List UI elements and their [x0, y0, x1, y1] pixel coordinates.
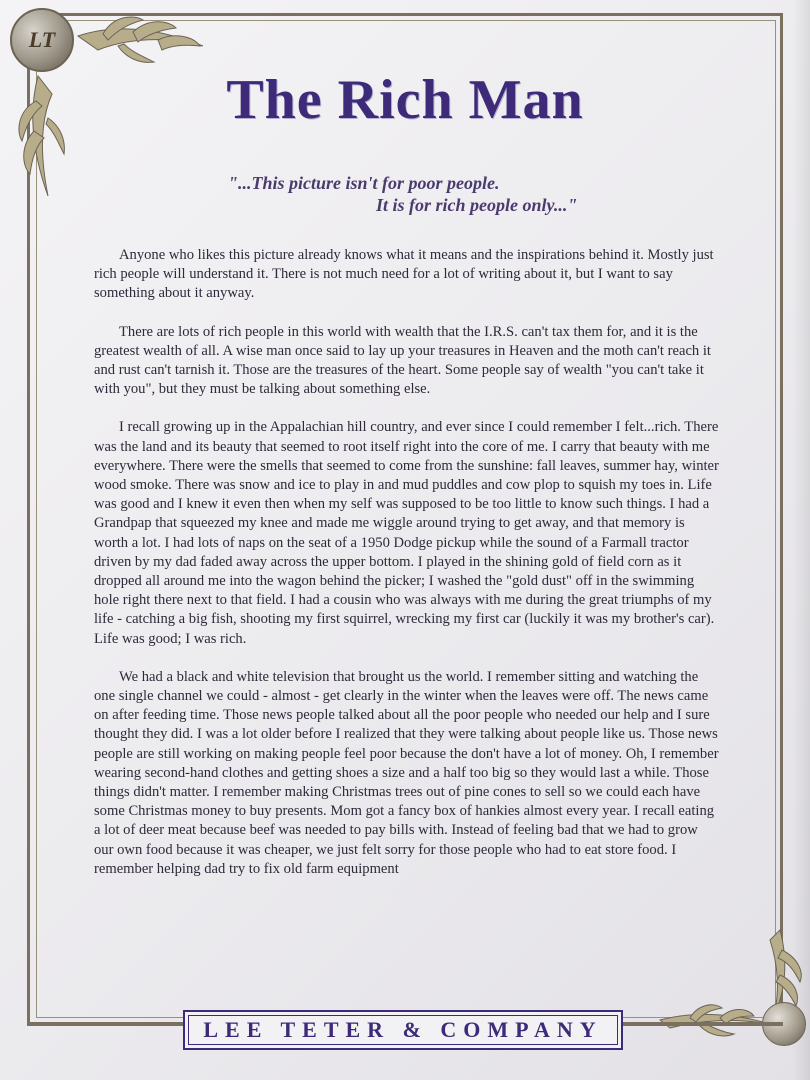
page-title: The Rich Man [226, 69, 584, 131]
paragraph: There are lots of rich people in this world with wealth that the I.R.S. can't tax them for, and it is the greatest wealth of all. A wise man once said to lay up your treasures in Heaven and the moth can't reach it and rust can't tarnish it. Those are the treasures of the heart. Some people say of wealth "you can't take it with you", but they must be talking about something else. [94, 323, 711, 398]
footer-rule-right [623, 1022, 783, 1026]
emblem-monogram: LT [28, 27, 56, 52]
paragraph: We had a black and white television that brought us the world. I remember sitting and watching the one single channel we could - almost - get clearly in the winter when the leaves were off. The news came on after feeding time. Those news people talked about all the poor people who needed our help and I sure thought they did. I was a lot older before I realized that they were talking about people like us. Those news people are still working on making people feel poor because the don't have a lot of money. Oh, I remember wearing second-hand clothes and getting shoes a size and a half too big so they would last a while. Those things didn't matter. I remember making Christmas trees out of pine cones to sell so we could each have some Christmas money to buy presents. Mom got a fancy box of hankies almost every year. I recall eating a lot of deer meat because beef was needed to pay bills with. Instead of feeling bad that we had to grow our own food because it was cheaper, we just felt sorry for those people who had to eat store food. I remember helping dad try to fix old farm equipment [94, 668, 719, 877]
company-footer-banner [183, 1010, 623, 1050]
quote-line-1: "...This picture isn't for poor people. [228, 173, 500, 193]
footer-rule-left [27, 1022, 183, 1026]
company-name: LEE TETER & COMPANY [203, 1017, 603, 1042]
paragraph: Anyone who likes this picture already knows what it means and the inspirations behind it. Mostly just rich people will understand it. There is not much need for a lot of writing about it, but I want to say something about it anyway. [94, 247, 714, 302]
lt-monogram-emblem [10, 8, 74, 72]
paragraph: I recall growing up in the Appalachian hill country, and ever since I could remember I felt...rich. There was the land and its beauty that seemed to root itself right into the core of me. I carry that beauty with me everywhere. There were the smells that seemed to come from the sunshine: fall leaves, summer hay, winter wood smoke. There was snow and ice to play in and mud puddles and cow plop to squish my toes in. Life was good and I knew it even then when my self was supposed to be too little to know such things. I had a Grandpap that squeezed my knee and made me wiggle around trying to get away, and that memory is worth a lot. I had lots of naps on the seat of a 1950 Dodge pickup while the sound of a Farmall tractor driven by my dad faded away across the upper bottom. I played in the shining gold of field corn as it dropped all around me into the wagon behind the picker; I washed the "gold dust" off in the swimming hole right there next to that field. I had a cousin who was always with me during the great triumphs of my life - catching a big fish, shooting my first squirrel, wrecking my first car (luckily it was my brother's car). Life was good; I was rich. [94, 419, 719, 647]
article-body [94, 246, 720, 898]
page-edge-shadow [792, 0, 810, 1080]
epigraph-quote [228, 172, 608, 216]
quote-line-2: It is for rich people only..." [376, 195, 578, 215]
